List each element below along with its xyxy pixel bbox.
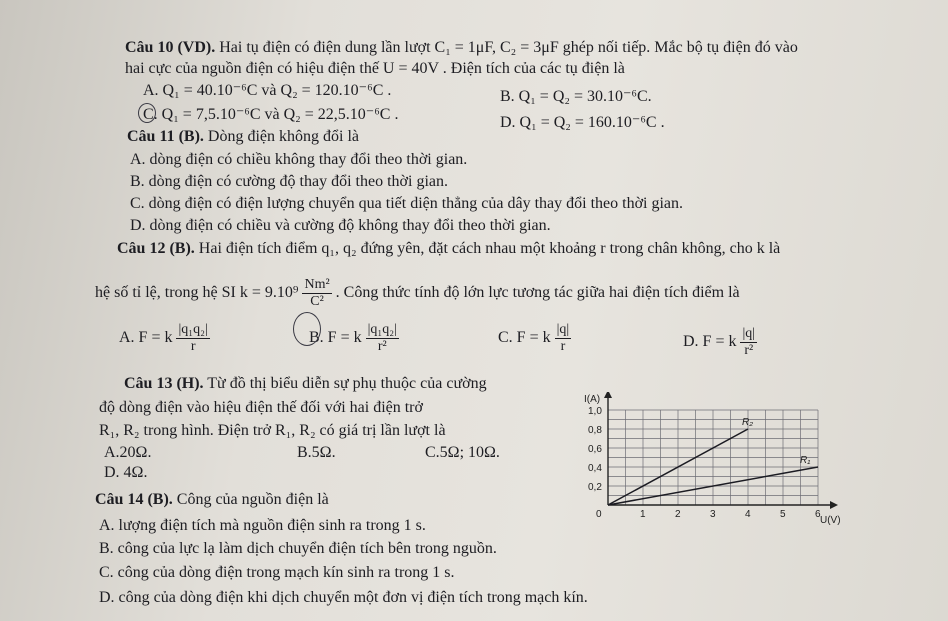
- y-tick-label: 0,2: [588, 482, 602, 493]
- q13-line2: độ dòng điện vào hiệu điện thế đối với hai điện trở: [99, 399, 423, 416]
- q12-c-fraction: [555, 322, 572, 355]
- q12-text1: Hai điện tích điểm q₁, q₂ đứng yên, đặt cách nhau một khoảng r trong chân không, cho k là: [198, 240, 781, 257]
- q12-a-fraction: [176, 322, 209, 355]
- q12-option-c: [498, 318, 571, 358]
- y-tick-label: 1,0: [588, 406, 602, 417]
- q13-head: Câu 13 (H).: [124, 375, 204, 392]
- answer-mark-circle: [138, 103, 156, 123]
- q12-b-denominator: r²: [377, 338, 387, 354]
- q10-line1: [125, 38, 798, 58]
- series-label-2: R₁: [800, 455, 811, 466]
- q12-c-numerator: |q|: [556, 321, 570, 337]
- y-axis-label: I(A): [584, 394, 601, 405]
- unit-numerator: Nm²: [304, 276, 330, 292]
- q12-line2: [95, 276, 740, 310]
- q14-option-a: A. lượng điện tích mà nguồn điện sinh ra trong 1 s.: [99, 517, 426, 534]
- q10-option-d: D. Q₁ = Q₂ = 160.10⁻⁶C .: [500, 114, 665, 131]
- q11-option-c: C. dòng điện có điện lượng chuyển qua tiết diện thẳng của dây thay đổi theo thời gian.: [130, 195, 684, 212]
- series-label-1: R₂: [742, 417, 754, 428]
- x-tick-label: 5: [780, 509, 786, 520]
- q11-option-a: A. dòng điện có chiều không thay đổi theo thời gian.: [130, 151, 468, 168]
- q12-a-denominator: r: [190, 338, 196, 354]
- x-tick-label: 2: [675, 509, 681, 520]
- q10-text1: Hai tụ điện có điện dung lần lượt C₁ = 1μF, C₂ = 3μF ghép nối tiếp. Mắc bộ tụ điện đó vào: [219, 39, 798, 56]
- unit-fraction: [302, 277, 331, 310]
- q12-option-d: [683, 322, 757, 362]
- q10-option-b: B. Q₁ = Q₂ = 30.10⁻⁶C.: [500, 88, 652, 105]
- q12-d-fraction: [740, 326, 757, 359]
- q12-line1: [117, 239, 780, 259]
- q13-line1: [124, 374, 487, 394]
- q14-option-b: B. công của lực lạ làm dịch chuyển điện tích bên trong nguồn.: [99, 540, 497, 557]
- x-tick-label: 1: [640, 509, 646, 520]
- q12-a-numerator: |q₁q₂|: [178, 321, 208, 337]
- q14-head: Câu 14 (B).: [95, 491, 173, 508]
- y-tick-label: 0,6: [588, 444, 602, 455]
- x-tick-label: 0: [596, 509, 602, 520]
- q14-option-c: C. công của dòng điện trong mạch kín sinh ra trong 1 s.: [99, 564, 455, 581]
- unit-denominator: C²: [310, 293, 324, 309]
- q13-text1: Từ đồ thị biểu diễn sự phụ thuộc của cường: [207, 375, 487, 392]
- q12-d-numerator: |q|: [742, 325, 756, 341]
- q13-option-d: D. 4Ω.: [104, 464, 148, 481]
- iv-graph: [578, 392, 848, 527]
- x-tick-label: 6: [815, 509, 821, 520]
- q11-stem: Dòng điện không đổi là: [207, 128, 359, 145]
- y-tick-label: 0,4: [588, 463, 602, 474]
- q12-d-denominator: r²: [744, 342, 754, 358]
- q12-c-label: C. F = k: [498, 329, 551, 346]
- q11-option-b: B. dòng điện có cường độ thay đổi theo thời gian.: [130, 173, 448, 190]
- q10-option-a: A. Q₁ = 40.10⁻⁶C và Q₂ = 120.10⁻⁶C .: [143, 82, 392, 99]
- q12-b-label: B. F = k: [309, 329, 362, 346]
- y-tick-label: 0,8: [588, 425, 602, 436]
- answer-mark-circle: [293, 312, 321, 346]
- q14-line: [95, 490, 329, 510]
- graph-grid: [608, 410, 818, 505]
- q12-option-a: [119, 318, 210, 358]
- q14-option-d: D. công của dòng điện khi dịch chuyển một đơn vị điện tích trong mạch kín.: [99, 589, 588, 606]
- q11-head: Câu 11 (B).: [127, 128, 204, 145]
- q10-head: Câu 10 (VD).: [125, 39, 216, 56]
- q12-b-numerator: |q₁q₂|: [367, 321, 397, 337]
- q11-line: [127, 127, 359, 147]
- q12-head: Câu 12 (B).: [117, 240, 195, 257]
- q13-option-b: B.5Ω.: [297, 444, 336, 461]
- q12-option-b: [309, 318, 399, 358]
- q10-line2: hai cực của nguồn điện có hiệu điện thế U = 40V . Điện tích của các tụ điện là: [125, 60, 625, 77]
- q13-option-c: C.5Ω; 10Ω.: [425, 444, 500, 461]
- q10-option-c: C. Q₁ = 7,5.10⁻⁶C và Q₂ = 22,5.10⁻⁶C .: [143, 106, 399, 123]
- q12-text2a: hệ số tỉ lệ, trong hệ SI k = 9.10⁹: [95, 284, 299, 301]
- x-axis-label: U(V): [820, 515, 841, 526]
- q12-c-denominator: r: [560, 338, 566, 354]
- q12-a-label: A. F = k: [119, 329, 173, 346]
- x-tick-label: 3: [710, 509, 716, 520]
- q13-option-a: A.20Ω.: [104, 444, 152, 461]
- q12-text2b: . Công thức tính độ lớn lực tương tác giữa hai điện tích điểm là: [335, 284, 740, 301]
- q12-d-label: D. F = k: [683, 333, 737, 350]
- q13-line3: R₁, R₂ trong hình. Điện trở R₁, R₂ có giá trị lần lượt là: [99, 422, 446, 439]
- q11-option-d: D. dòng điện có chiều và cường độ không thay đổi theo thời gian.: [130, 217, 551, 234]
- graph-axes: [604, 392, 838, 509]
- q14-stem: Công của nguồn điện là: [176, 491, 329, 508]
- q12-b-fraction: [366, 322, 399, 355]
- x-tick-label: 4: [745, 509, 751, 520]
